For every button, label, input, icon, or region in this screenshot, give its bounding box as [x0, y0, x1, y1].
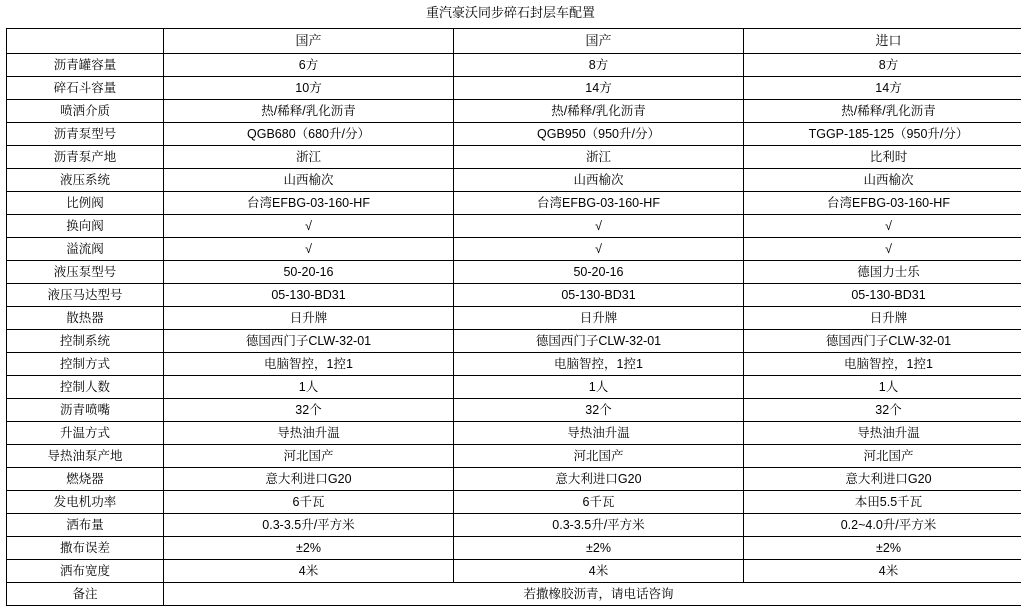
row-value: 意大利进口G20: [164, 468, 454, 491]
table-row: [7, 376, 1021, 399]
row-value: 河北国产: [454, 445, 744, 468]
row-value: 05-130-BD31: [164, 284, 454, 307]
row-value: 导热油升温: [164, 422, 454, 445]
table-row: [7, 54, 1021, 77]
row-value: 6千瓦: [454, 491, 744, 514]
row-label: 洒布量: [7, 514, 164, 537]
row-value: √: [164, 215, 454, 238]
row-value: 台湾EFBG-03-160-HF: [164, 192, 454, 215]
row-value: 1人: [454, 376, 744, 399]
table-row: [7, 307, 1021, 330]
row-label: 沥青泵型号: [7, 123, 164, 146]
row-label: 溢流阀: [7, 238, 164, 261]
table-row: [7, 491, 1021, 514]
row-label: 散热器: [7, 307, 164, 330]
row-value: 0.3-3.5升/平方米: [164, 514, 454, 537]
row-value: √: [744, 238, 1021, 261]
row-label: 液压泵型号: [7, 261, 164, 284]
table-header-row: [7, 29, 1021, 54]
row-value: 电脑智控，1控1: [164, 353, 454, 376]
row-value: 德国西门子CLW-32-01: [164, 330, 454, 353]
row-value: 热/稀释/乳化沥青: [744, 100, 1021, 123]
row-value: 0.2~4.0升/平方米: [744, 514, 1021, 537]
row-label: 沥青喷嘴: [7, 399, 164, 422]
row-value: 14方: [454, 77, 744, 100]
row-value: ±2%: [454, 537, 744, 560]
table-row: [7, 284, 1021, 307]
row-value: 河北国产: [164, 445, 454, 468]
table-row: [7, 537, 1021, 560]
row-value: 德国西门子CLW-32-01: [744, 330, 1021, 353]
row-value: 4米: [454, 560, 744, 583]
row-value: QGB680（680升/分）: [164, 123, 454, 146]
header-cell-col3: 进口: [744, 29, 1021, 54]
row-value: 1人: [744, 376, 1021, 399]
row-value: 32个: [744, 399, 1021, 422]
row-value: √: [454, 238, 744, 261]
row-value: 1人: [164, 376, 454, 399]
table-row: [7, 169, 1021, 192]
footer-label: 备注: [7, 583, 164, 606]
row-value: 4米: [744, 560, 1021, 583]
row-label: 燃烧器: [7, 468, 164, 491]
row-value: 32个: [454, 399, 744, 422]
table-row: [7, 353, 1021, 376]
row-value: 浙江: [454, 146, 744, 169]
row-value: 8方: [744, 54, 1021, 77]
page-title: 重汽豪沃同步碎石封层车配置: [0, 0, 1021, 28]
row-value: 山西榆次: [164, 169, 454, 192]
table-row: [7, 77, 1021, 100]
row-value: √: [744, 215, 1021, 238]
row-value: 山西榆次: [744, 169, 1021, 192]
row-value: 4米: [164, 560, 454, 583]
configuration-table: [6, 28, 1021, 606]
row-label: 升温方式: [7, 422, 164, 445]
row-value: 日升牌: [164, 307, 454, 330]
row-value: 电脑智控，1控1: [454, 353, 744, 376]
row-value: 05-130-BD31: [454, 284, 744, 307]
row-value: 德国西门子CLW-32-01: [454, 330, 744, 353]
row-label: 沥青罐容量: [7, 54, 164, 77]
table-row: [7, 399, 1021, 422]
row-value: 热/稀释/乳化沥青: [164, 100, 454, 123]
header-cell-col2: 国产: [454, 29, 744, 54]
row-value: 本田5.5千瓦: [744, 491, 1021, 514]
row-label: 液压系统: [7, 169, 164, 192]
table-row: [7, 560, 1021, 583]
row-label: 沥青泵产地: [7, 146, 164, 169]
table-row: [7, 445, 1021, 468]
row-label: 发电机功率: [7, 491, 164, 514]
row-value: 8方: [454, 54, 744, 77]
row-label: 喷洒介质: [7, 100, 164, 123]
row-value: √: [454, 215, 744, 238]
row-value: 河北国产: [744, 445, 1021, 468]
table-row: [7, 123, 1021, 146]
row-label: 液压马达型号: [7, 284, 164, 307]
header-cell-blank: [7, 29, 164, 54]
row-value: 0.3-3.5升/平方米: [454, 514, 744, 537]
row-label: 比例阀: [7, 192, 164, 215]
row-value: 05-130-BD31: [744, 284, 1021, 307]
row-label: 控制方式: [7, 353, 164, 376]
row-value: 电脑智控，1控1: [744, 353, 1021, 376]
row-value: ±2%: [164, 537, 454, 560]
row-value: 日升牌: [744, 307, 1021, 330]
row-label: 洒布宽度: [7, 560, 164, 583]
row-label: 导热油泵产地: [7, 445, 164, 468]
row-label: 控制人数: [7, 376, 164, 399]
row-value: √: [164, 238, 454, 261]
row-label: 撒布误差: [7, 537, 164, 560]
row-label: 控制系统: [7, 330, 164, 353]
row-value: 50-20-16: [454, 261, 744, 284]
table-row: [7, 422, 1021, 445]
table-row: [7, 468, 1021, 491]
row-value: 意大利进口G20: [744, 468, 1021, 491]
table-row: [7, 330, 1021, 353]
table-row: [7, 100, 1021, 123]
row-value: 32个: [164, 399, 454, 422]
table-row: [7, 261, 1021, 284]
footer-value: 若撒橡胶沥青，请电话咨询: [164, 583, 1021, 606]
row-value: 50-20-16: [164, 261, 454, 284]
row-value: 6千瓦: [164, 491, 454, 514]
row-value: 6方: [164, 54, 454, 77]
row-value: 意大利进口G20: [454, 468, 744, 491]
row-value: QGB950（950升/分）: [454, 123, 744, 146]
row-value: 山西榆次: [454, 169, 744, 192]
row-value: 14方: [744, 77, 1021, 100]
row-value: 德国力士乐: [744, 261, 1021, 284]
header-cell-col1: 国产: [164, 29, 454, 54]
row-value: 日升牌: [454, 307, 744, 330]
row-label: 换向阀: [7, 215, 164, 238]
table-row: [7, 238, 1021, 261]
row-value: ±2%: [744, 537, 1021, 560]
row-value: 热/稀释/乳化沥青: [454, 100, 744, 123]
row-value: 导热油升温: [744, 422, 1021, 445]
row-value: 台湾EFBG-03-160-HF: [744, 192, 1021, 215]
table-row: [7, 215, 1021, 238]
row-value: 10方: [164, 77, 454, 100]
table-footer-row: [7, 583, 1021, 606]
row-label: 碎石斗容量: [7, 77, 164, 100]
row-value: 比利时: [744, 146, 1021, 169]
row-value: 导热油升温: [454, 422, 744, 445]
table-row: [7, 192, 1021, 215]
row-value: 浙江: [164, 146, 454, 169]
table-row: [7, 514, 1021, 537]
row-value: 台湾EFBG-03-160-HF: [454, 192, 744, 215]
row-value: TGGP-185-125（950升/分）: [744, 123, 1021, 146]
table-row: [7, 146, 1021, 169]
